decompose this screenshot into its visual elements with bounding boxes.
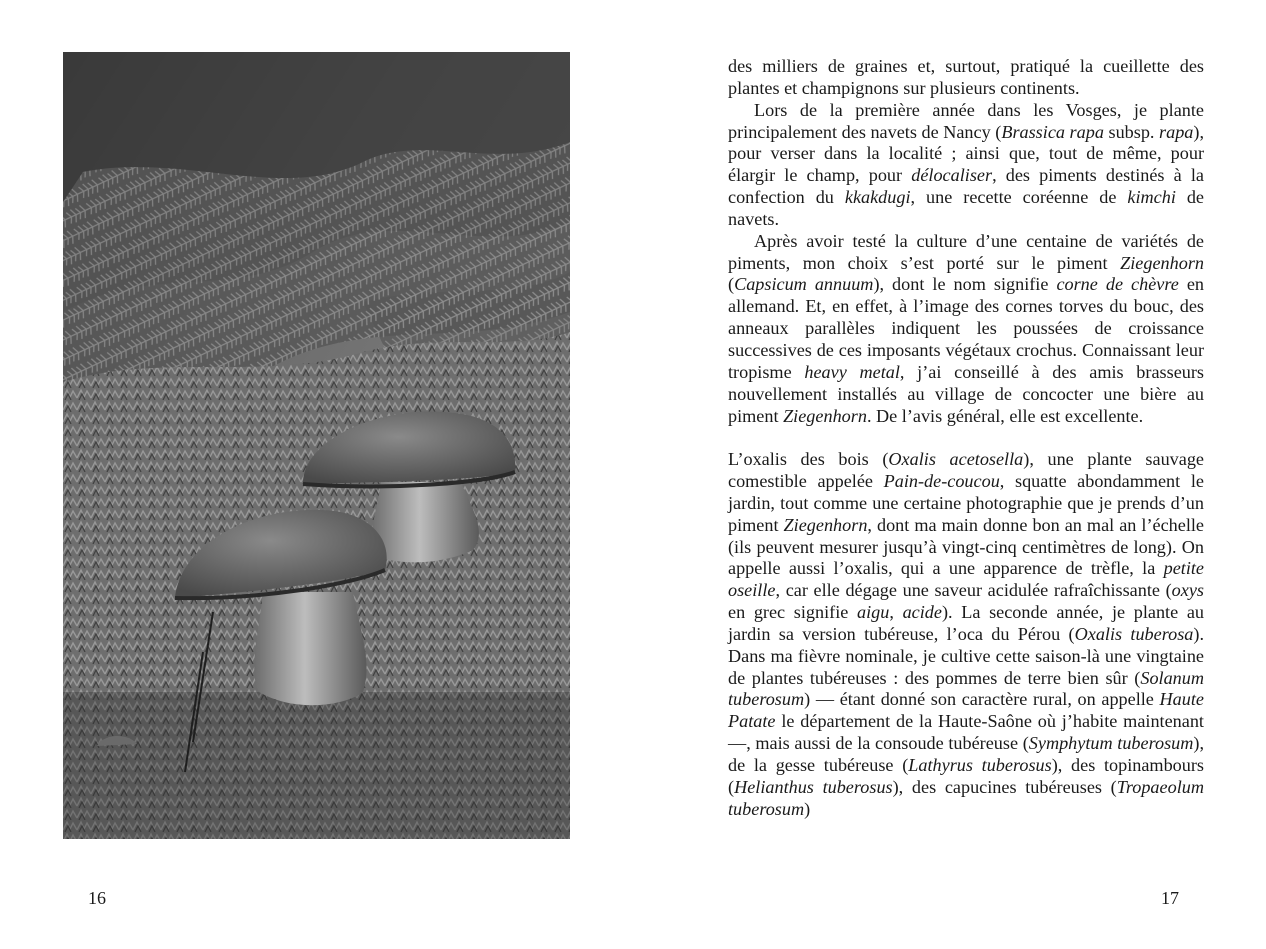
paragraph: Après avoir testé la culture d’une centaine de variétés de piments, mon choix s’est porté sur le piment Ziegenhorn (Capsicum annuum), dont le nom signifie corne de chèvre en allemand. Et, en effet, à l’image des cornes torves du bouc, des anneaux parallèles indiquent les poussées de croissance successives de ces imposants végétaux crochus. Connaissant leur tropisme heavy metal, j’ai conseillé à des amis brasseurs nouvellement installés au village de concocter une bière au piment Ziegenhorn. De l’avis général, elle est excellente. [728,230,1205,426]
paragraph: Lors de la première année dans les Vosges, je plante principalement des navets de Nancy (Brassica rapa subsp. rapa), pour verser dans la localité ; ainsi que, tout de même, pour élargir le champ, pour délocaliser, des piments destinés à la confection du kkakdugi, une recette coréenne de kimchi de navets. [728,99,1205,229]
body-text [728,56,1204,821]
page-number-left: 16 [88,888,106,908]
paragraph: des milliers de graines et, surtout, pratiqué la cueillette des plantes et champignons sur plusieurs continents. [728,56,1204,98]
mushroom-photo [63,52,570,839]
page-number-right: 17 [1161,888,1179,908]
paragraph: L’oxalis des bois (Oxalis acetosella), une plante sauvage comestible appelée Pain-de-coucou, squatte abondamment le jardin, tout comme une certaine photographie que je prends d’un piment Ziegenhorn, dont ma main donne bon an mal an l’échelle (ils peuvent mesurer jusqu’à vingt-cinq centimètres de long). On appelle aussi l’oxalis, qui a une apparence de trèfle, la petite oseille, car elle dégage une saveur acidulée rafraîchissante (oxys en grec signifie aigu, acide). La seconde année, je plante au jardin sa version tubéreuse, l’oca du Pérou (Oxalis tuberosa). Dans ma fièvre nominale, je cultive cette saison-là une vingtaine de plantes tubéreuses : des pommes de terre bien sûr (Solanum tuberosum) — étant donné son caractère rural, on appelle Haute Patate le département de la Haute-Saône où j’habite maintenant —, mais aussi de la consoude tubéreuse (Symphytum tuberosum), de la gesse tubéreuse (Lathyrus tuberosus), des topinambours (Helianthus tuberosus), des capucines tubéreuses (Tropaeolum tuberosum) [728,449,1205,819]
